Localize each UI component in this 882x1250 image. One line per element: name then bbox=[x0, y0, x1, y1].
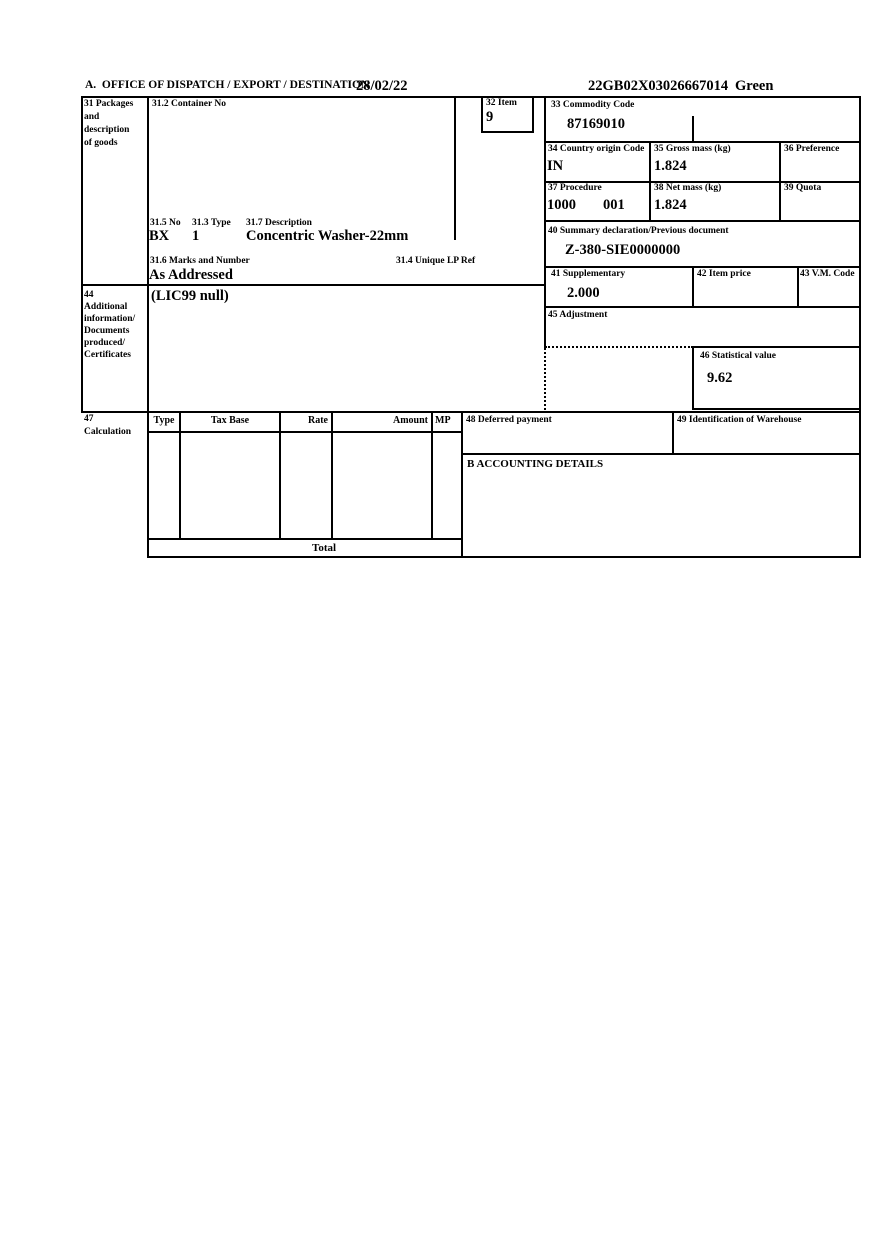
box44-label-line4: Documents bbox=[84, 326, 130, 336]
preference-column-divider bbox=[779, 141, 781, 222]
item-number-label: 32 Item bbox=[486, 98, 517, 108]
accounting-box-top-border bbox=[461, 453, 861, 455]
label-column-divider bbox=[147, 96, 149, 558]
box44-label-line3: information/ bbox=[84, 314, 136, 324]
vm-code-column-divider bbox=[797, 266, 799, 308]
summary-declaration-value: Z-380-SIE0000000 bbox=[565, 242, 681, 258]
box48-box49-divider bbox=[672, 411, 674, 455]
calc-body-bottom-border bbox=[148, 538, 462, 540]
adjustment-label: 45 Adjustment bbox=[548, 310, 608, 320]
commodity-code-divider bbox=[692, 116, 694, 143]
statistical-value-value: 9.62 bbox=[707, 370, 733, 386]
box31-label-line4: of goods bbox=[84, 138, 118, 148]
form-bottom-border bbox=[148, 556, 861, 558]
box44-label-line2: Additional bbox=[84, 302, 128, 312]
box33-bottom-border bbox=[545, 141, 861, 143]
item-number-value: 9 bbox=[486, 109, 494, 125]
box46-bottom-border bbox=[692, 408, 861, 410]
calc-taxbase-column-divider bbox=[279, 411, 281, 540]
mrn-number: 22GB02X03026667014 bbox=[588, 78, 729, 94]
box46-left-border bbox=[692, 346, 694, 410]
additional-information-value: (LIC99 null) bbox=[151, 288, 229, 304]
calc-header-underline bbox=[148, 431, 462, 433]
box44-label-line6: Certificates bbox=[84, 350, 131, 360]
calc-type-column-divider bbox=[179, 411, 181, 540]
calc-mp-right-border bbox=[461, 411, 463, 558]
country-origin-value: IN bbox=[547, 158, 564, 174]
commodity-code-label: 33 Commodity Code bbox=[551, 100, 635, 110]
marks-and-number-value: As Addressed bbox=[149, 267, 233, 283]
gross-mass-label: 35 Gross mass (kg) bbox=[654, 144, 731, 154]
office-of-dispatch-label: A. OFFICE OF DISPATCH / EXPORT / DESTINATION bbox=[85, 79, 370, 91]
box32-bottom-border bbox=[482, 131, 534, 133]
packages-type-value: 1 bbox=[192, 228, 200, 244]
box44-label-line1: 44 bbox=[84, 290, 94, 300]
description-area-divider bbox=[454, 96, 456, 240]
box44-top-border bbox=[81, 284, 546, 286]
box37-row-bottom-border bbox=[545, 220, 861, 222]
goods-description-label: 31.7 Description bbox=[246, 218, 312, 228]
summary-declaration-label: 40 Summary declaration/Previous document bbox=[548, 226, 729, 236]
deferred-payment-label: 48 Deferred payment bbox=[466, 415, 552, 425]
container-no-label: 31.2 Container No bbox=[152, 99, 226, 109]
box31-label-line1: 31 Packages bbox=[84, 99, 134, 109]
accounting-details-label: B ACCOUNTING DETAILS bbox=[467, 458, 604, 470]
calc-header-rate: Rate bbox=[308, 415, 328, 426]
adjustment-dotted-top-border bbox=[545, 346, 693, 348]
procedure-value-1: 1000 bbox=[547, 197, 576, 213]
box46-top-border bbox=[692, 346, 861, 348]
country-origin-label: 34 Country origin Code bbox=[548, 144, 645, 154]
box44-label-line5: produced/ bbox=[84, 338, 126, 348]
packages-type-label: 31.3 Type bbox=[192, 218, 231, 228]
supplementary-value: 2.000 bbox=[567, 285, 600, 301]
marks-and-number-label: 31.6 Marks and Number bbox=[150, 256, 250, 266]
box47-top-border bbox=[81, 411, 861, 413]
statistical-value-label: 46 Statistical value bbox=[700, 351, 776, 361]
box31-label-line2: and bbox=[84, 112, 100, 122]
quota-label: 39 Quota bbox=[784, 183, 822, 193]
box40-bottom-border bbox=[545, 266, 861, 268]
item-price-column-divider bbox=[692, 266, 694, 308]
unique-lp-ref-label: 31.4 Unique LP Ref bbox=[396, 256, 476, 266]
routing-status: Green bbox=[735, 78, 774, 94]
gross-mass-value: 1.824 bbox=[654, 158, 687, 174]
box32-left-border bbox=[481, 96, 483, 133]
goods-description-value: Concentric Washer-22mm bbox=[246, 228, 409, 244]
box47-label-line2: Calculation bbox=[84, 427, 131, 437]
procedure-label: 37 Procedure bbox=[548, 183, 602, 193]
supplementary-label: 41 Supplementary bbox=[551, 269, 626, 279]
procedure-value-2: 001 bbox=[603, 197, 625, 213]
calc-header-amount: Amount bbox=[392, 415, 428, 426]
right-column-left-border bbox=[544, 96, 546, 348]
declaration-date: 28/02/22 bbox=[356, 78, 408, 94]
net-mass-value: 1.824 bbox=[654, 197, 687, 213]
calc-total-label: Total bbox=[312, 542, 337, 554]
calc-amount-column-divider bbox=[431, 411, 433, 540]
form-top-border bbox=[81, 96, 861, 98]
box47-label-line1: 47 bbox=[84, 414, 94, 424]
form-left-border bbox=[81, 96, 83, 413]
net-mass-label: 38 Net mass (kg) bbox=[654, 183, 722, 193]
box41-row-bottom-border bbox=[545, 306, 861, 308]
adjustment-dotted-left-border bbox=[544, 348, 546, 410]
item-price-label: 42 Item price bbox=[697, 269, 751, 279]
packages-no-value: BX bbox=[149, 228, 170, 244]
commodity-code-value: 87169010 bbox=[567, 116, 625, 132]
packages-no-label: 31.5 No bbox=[150, 218, 181, 228]
mass-column-left-divider bbox=[649, 141, 651, 222]
box32-right-border bbox=[532, 96, 534, 133]
vm-code-label: 43 V.M. Code bbox=[800, 269, 855, 279]
calc-header-mp: MP bbox=[435, 415, 451, 426]
form-right-border bbox=[859, 96, 861, 558]
calc-rate-column-divider bbox=[331, 411, 333, 540]
calc-header-tax-base: Tax Base bbox=[210, 415, 250, 426]
warehouse-identification-label: 49 Identification of Warehouse bbox=[677, 415, 802, 425]
box31-label-line3: description bbox=[84, 125, 130, 135]
calc-header-type: Type bbox=[153, 415, 175, 426]
preference-label: 36 Preference bbox=[784, 144, 840, 154]
